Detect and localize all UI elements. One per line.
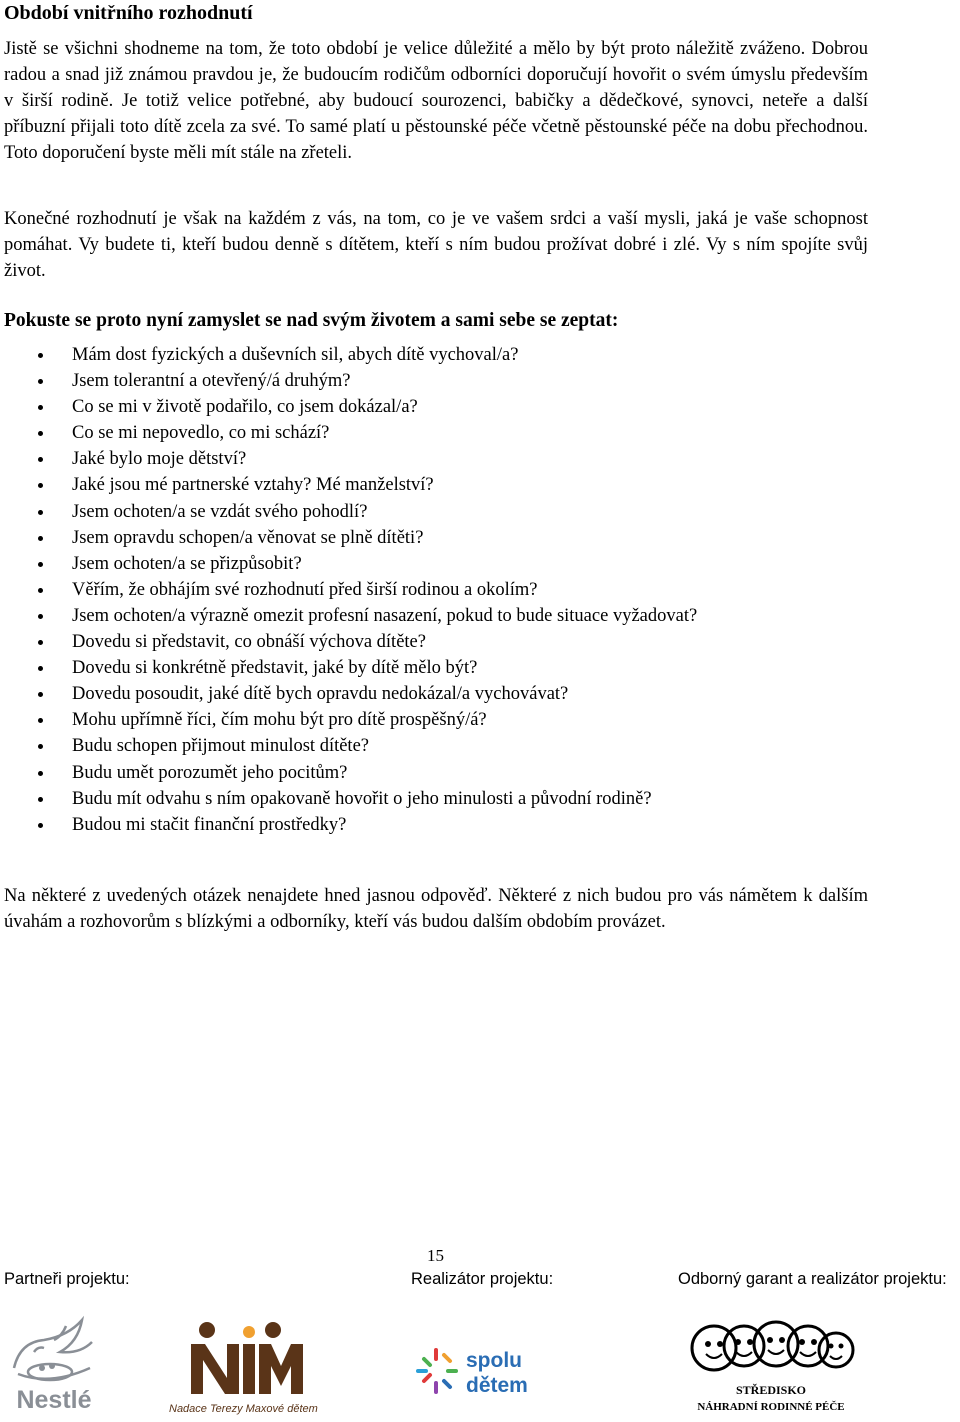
- closing-paragraph: Na některé z uvedených otázek nenajdete hned jasnou odpověď. Některé z nich budou pro vás námětem k dalším úvahám a rozhovorům s blízkými a odborníky, kteří vás budou dalším obdobím provázet.: [4, 886, 868, 932]
- question-text: Věřím, že obhájím své rozhodnutí před širší rodinou a okolím?: [72, 579, 538, 600]
- question-item: [0, 577, 697, 603]
- question-item: [0, 629, 697, 655]
- question-text: Jaké jsou mé partnerské vztahy? Mé manželství?: [72, 475, 434, 496]
- bullet-icon: [38, 483, 43, 488]
- stredisko-nrp-logo: [682, 1318, 860, 1418]
- bullet-icon: [38, 718, 43, 723]
- spolu-logo-line2: dětem: [466, 1374, 528, 1397]
- realizer-label: Realizátor projektu:: [411, 1270, 554, 1288]
- question-text: Dovedu si představit, co obnáší výchova dítěte?: [72, 632, 426, 653]
- question-item: [0, 342, 697, 368]
- bullet-icon: [38, 614, 43, 619]
- bullet-icon: [38, 536, 43, 541]
- bullet-icon: [38, 823, 43, 828]
- question-item: [0, 551, 697, 577]
- question-text: Dovedu posoudit, jaké dítě bych opravdu nedokázal/a vychovávat?: [72, 684, 569, 705]
- nadace-logo-text: Nadace Terezy Maxové dětem: [169, 1403, 318, 1415]
- question-text: Jsem tolerantní a otevřený/á druhým?: [72, 371, 351, 392]
- partners-label: Partneři projektu:: [4, 1270, 130, 1288]
- question-item: [0, 786, 697, 812]
- question-text: Mám dost fyzických a duševních sil, abych dítě vychoval/a?: [72, 345, 519, 365]
- question-text: Jsem ochoten/a výrazně omezit profesní nasazení, pokud to bude situace vyžadovat?: [72, 605, 698, 626]
- question-item: [0, 733, 697, 759]
- stredisko-logo-line2: NÁHRADNÍ RODINNÉ PÉČE: [697, 1401, 845, 1413]
- question-item: [0, 812, 697, 838]
- spolu-detem-logo: [414, 1345, 564, 1397]
- question-text: Mohu upřímně říci, čím mohu být pro dítě prospěšný/á?: [72, 710, 487, 731]
- question-item: [0, 707, 697, 733]
- question-text: Budu schopen přijmout minulost dítěte?: [72, 736, 369, 757]
- questions-list: [0, 342, 697, 838]
- bullet-icon: [38, 771, 43, 776]
- nadace-terezy-maxove-logo: [155, 1312, 330, 1418]
- question-text: Budu mít odvahu s ním opakovaně hovořit o jeho minulosti a původní rodině?: [72, 788, 652, 809]
- question-item: [0, 655, 697, 681]
- question-text: Co se mi v životě podařilo, co jsem dokázal/a?: [72, 397, 418, 418]
- question-item: [0, 472, 697, 498]
- bullet-icon: [38, 562, 43, 567]
- stredisko-logo-line1: STŘEDISKO: [735, 1383, 807, 1397]
- bullet-icon: [38, 431, 43, 436]
- nestle-logo-text: Nestlé: [16, 1386, 92, 1412]
- bullet-icon: [38, 353, 43, 358]
- bullet-icon: [38, 510, 43, 515]
- page-heading: Období vnitřního rozhodnutí: [4, 2, 253, 24]
- bullet-icon: [38, 405, 43, 410]
- intro-paragraph: Jistě se všichni shodneme na tom, že toto období je velice důležité a mělo by být proto náležitě zváženo. Dobrou radou a snad již známou pravdou je, že budoucím rodičům odborníci doporučují hovořit o svém úmyslu především v širší rodině. Je totiž velice potřebné, aby budoucí sourozenci, babičky a dědečkové, synovci, neteře a další příbuzní přijali toto dítě zcela za své. To samé platí u pěstounské péče včetně pěstounské péče na dobu přechodnou. Toto doporučení byste měli mít stále na zřeteli.: [4, 39, 868, 163]
- question-item: [0, 368, 697, 394]
- question-text: Budu umět porozumět jeho pocitům?: [72, 762, 348, 783]
- bullet-icon: [38, 797, 43, 802]
- question-item: [0, 499, 697, 525]
- nestle-logo: [4, 1312, 104, 1412]
- question-item: [0, 681, 697, 707]
- question-text: Jsem ochoten/a se vzdát svého pohodlí?: [72, 501, 368, 522]
- question-item: [0, 760, 697, 786]
- page-number: 15: [427, 1246, 444, 1265]
- question-item: [0, 603, 697, 629]
- decision-paragraph: Konečné rozhodnutí je však na každém z vás, na tom, co je ve vašem srdci a vaší mysli, jaká je vaše schopnost pomáhat. Vy budete ti, kteří budou denně s dítětem, kteří s ním budou prožívat dobré i zlé. Vy s ním spojíte svůj život.: [4, 209, 868, 281]
- question-text: Co se mi nepovedlo, co mi schází?: [72, 423, 330, 444]
- question-item: [0, 394, 697, 420]
- bullet-icon: [38, 640, 43, 645]
- bullet-icon: [38, 457, 43, 462]
- bullet-icon: [38, 692, 43, 697]
- question-text: Jsem ochoten/a se přizpůsobit?: [72, 553, 302, 574]
- bullet-icon: [38, 744, 43, 749]
- question-text: Budou mi stačit finanční prostředky?: [72, 814, 347, 835]
- question-item: [0, 525, 697, 551]
- spolu-logo-line1: spolu: [466, 1349, 522, 1372]
- question-text: Jaké bylo moje dětství?: [72, 449, 247, 470]
- question-item: [0, 446, 697, 472]
- question-text: Dovedu si konkrétně představit, jaké by dítě mělo být?: [72, 658, 478, 679]
- questions-prompt: Pokuste se proto nyní zamyslet se nad svým životem a sami sebe se zeptat:: [4, 310, 619, 331]
- guarantor-label: Odborný garant a realizátor projektu:: [678, 1270, 947, 1288]
- bullet-icon: [38, 588, 43, 593]
- bullet-icon: [38, 379, 43, 384]
- bullet-icon: [38, 666, 43, 671]
- question-text: Jsem opravdu schopen/a věnovat se plně dítěti?: [72, 527, 424, 548]
- question-item: [0, 420, 697, 446]
